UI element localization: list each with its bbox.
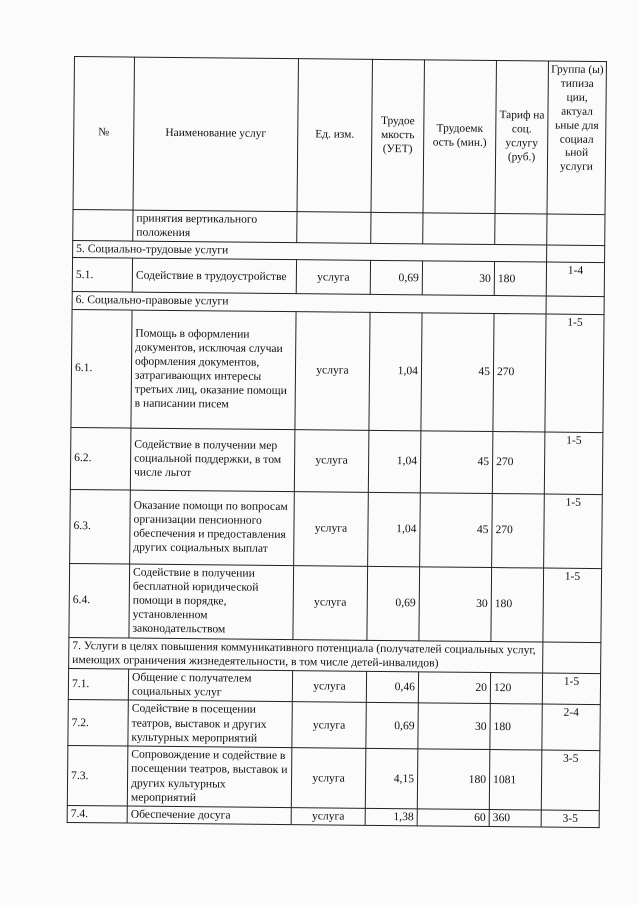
row-unit: услуга bbox=[295, 311, 370, 430]
continued-row-name: принятия вертикального положения bbox=[133, 210, 297, 243]
row-tariff: 1081 bbox=[489, 750, 542, 810]
row-num: 7.1. bbox=[68, 668, 128, 700]
header-tariff: Тариф на соц. услугу (руб.) bbox=[495, 61, 548, 214]
row-name: Обеспечение досуга bbox=[127, 806, 291, 825]
row-tariff: 270 bbox=[492, 493, 545, 567]
row-group: 3-5 bbox=[541, 810, 599, 828]
row-unit: услуга bbox=[291, 808, 365, 826]
header-minutes: Трудоемк ость (мин.) bbox=[423, 60, 496, 214]
table-row bbox=[68, 668, 600, 704]
row-name: Оказание помощи по вопросам организации пенсионного обеспечения и предоставления других социальных выплат bbox=[130, 490, 295, 566]
row-num: 6.1. bbox=[71, 309, 132, 428]
row-uet: 4,15 bbox=[365, 748, 418, 808]
header-name: Наименование услуг bbox=[133, 57, 298, 212]
row-name: Помощь в оформлении документов, исключая случаи оформления документов, затрагивающих интересы третьих лиц, оказание помощи в написании писем bbox=[131, 310, 296, 430]
table-row bbox=[67, 746, 600, 811]
row-uet: 0,69 bbox=[370, 261, 422, 295]
table-row bbox=[72, 258, 604, 297]
row-group: 1-5 bbox=[544, 432, 603, 495]
row-num: 7.3. bbox=[67, 746, 128, 807]
row-name: Содействие в посещении театров, выставок и других культурных мероприятий bbox=[128, 700, 292, 748]
table-header-row bbox=[73, 57, 606, 215]
section-7-title: 7. Услуги в целях повышения коммуникативного потенциала (получателей социальных услуг, имеющих ограничения жизнедеятельности, в том числе детей-инвалидов) bbox=[69, 637, 543, 673]
row-num: 5.1. bbox=[72, 258, 132, 293]
row-group: 1-5 bbox=[543, 568, 602, 643]
row-group: 1-5 bbox=[545, 314, 604, 433]
row-unit: услуга bbox=[292, 670, 366, 702]
row-minutes: 45 bbox=[421, 312, 494, 431]
section-7-row bbox=[69, 637, 601, 673]
row-uet: 1,04 bbox=[368, 430, 421, 492]
header-uet: Трудое мкость (УЕТ) bbox=[371, 59, 424, 212]
row-tariff: 270 bbox=[492, 431, 545, 493]
row-tariff: 270 bbox=[493, 313, 546, 431]
row-minutes: 20 bbox=[418, 672, 490, 704]
header-group: Группа (ы) типиза ции, актуал ьные для социал ьной услуги bbox=[547, 61, 606, 215]
row-tariff: 180 bbox=[494, 262, 546, 296]
row-num: 7.4. bbox=[67, 806, 127, 824]
table-row bbox=[70, 489, 603, 568]
row-minutes: 45 bbox=[420, 492, 493, 567]
row-group: 1-5 bbox=[544, 494, 603, 569]
row-name: Содействие в трудоустройстве bbox=[132, 258, 296, 294]
row-unit: услуга bbox=[294, 429, 369, 492]
document-page bbox=[67, 56, 606, 828]
table-row bbox=[68, 700, 600, 751]
row-name: Содействие в получении мер социальной поддержки, в том числе льгот bbox=[130, 428, 295, 492]
row-unit: услуга bbox=[294, 491, 369, 566]
header-unit: Ед. изм. bbox=[297, 59, 372, 213]
row-unit: услуга bbox=[293, 565, 368, 640]
row-group: 1-4 bbox=[546, 262, 604, 297]
row-num: 6.3. bbox=[70, 489, 131, 564]
row-num: 7.2. bbox=[68, 700, 128, 747]
row-uet: 1,38 bbox=[365, 808, 417, 826]
row-uet: 0,69 bbox=[366, 702, 418, 748]
table-row bbox=[71, 309, 604, 432]
row-tariff: 360 bbox=[489, 810, 541, 828]
table-row bbox=[69, 563, 602, 642]
row-minutes: 60 bbox=[417, 809, 489, 827]
row-num: 6.2. bbox=[70, 427, 131, 490]
row-tariff: 120 bbox=[490, 672, 542, 704]
row-unit: услуга bbox=[291, 748, 366, 809]
row-minutes: 30 bbox=[419, 566, 492, 641]
row-group: 3-5 bbox=[541, 750, 600, 811]
row-uet: 0,46 bbox=[366, 671, 418, 703]
row-minutes: 30 bbox=[418, 703, 490, 750]
row-minutes: 45 bbox=[420, 430, 493, 493]
row-num: 6.4. bbox=[69, 563, 130, 638]
row-group: 1-5 bbox=[542, 673, 600, 705]
row-name: Общение с получателем социальных услуг bbox=[128, 669, 292, 702]
row-tariff: 180 bbox=[490, 704, 542, 750]
row-uet: 1,04 bbox=[368, 492, 421, 566]
row-tariff: 180 bbox=[491, 567, 544, 641]
header-num: № bbox=[73, 57, 134, 211]
row-group: 2-4 bbox=[542, 704, 600, 751]
row-minutes: 30 bbox=[422, 261, 494, 296]
continued-row bbox=[73, 209, 605, 245]
row-unit: услуга bbox=[296, 260, 370, 295]
row-minutes: 180 bbox=[417, 749, 490, 810]
table-row bbox=[70, 427, 603, 494]
services-tariff-table bbox=[67, 56, 607, 828]
row-name: Сопровождение и содействие в посещении театров, выставок и других культурных мероприятий bbox=[127, 746, 292, 808]
row-uet: 0,69 bbox=[367, 566, 420, 640]
row-name: Содействие в получении бесплатной юридической помощи в порядке, установленном законодательством bbox=[129, 564, 294, 640]
section-5-title: 5. Социально-трудовые услуги bbox=[73, 241, 547, 263]
section-6-title: 6. Социально-правовые услуги bbox=[72, 292, 546, 314]
row-uet: 1,04 bbox=[369, 312, 422, 430]
row-unit: услуга bbox=[292, 702, 366, 749]
